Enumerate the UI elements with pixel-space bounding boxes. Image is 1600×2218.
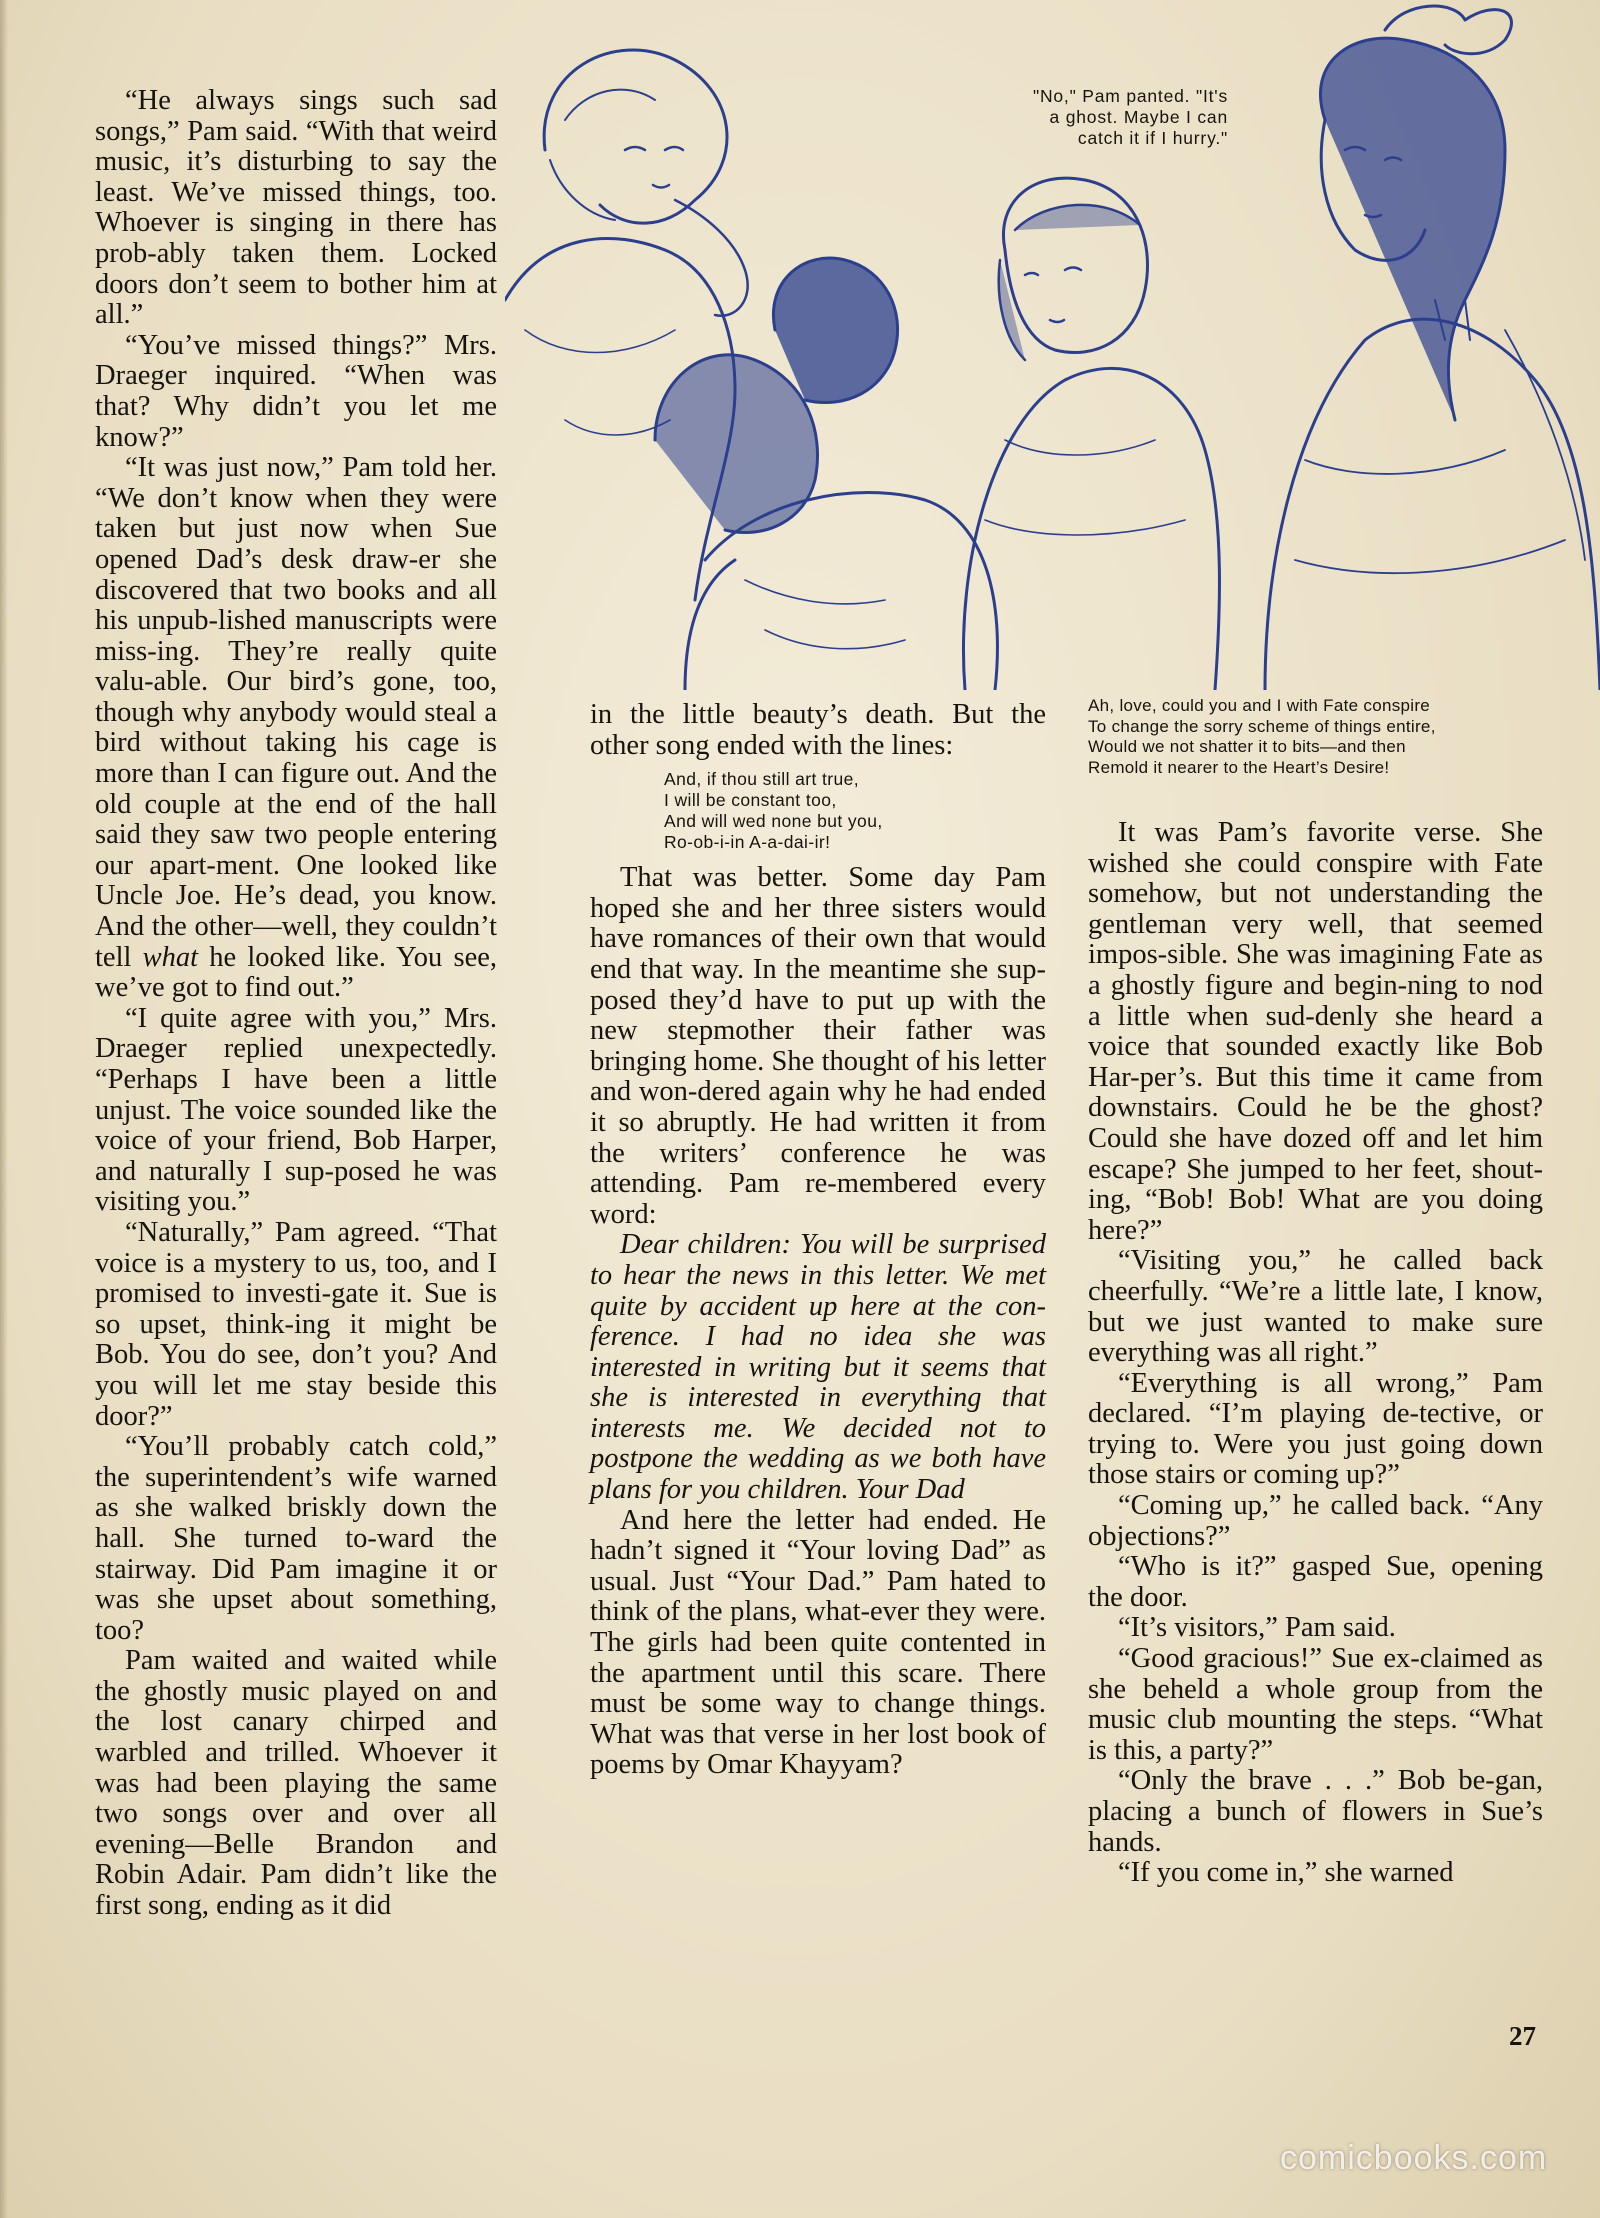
text-run: he looked like. You see, we’ve got to find out.” (95, 941, 498, 1004)
paragraph: It was Pam’s favorite verse. She wished she could conspire with Fate somehow, but not understanding the gentleman very well, that seemed impos-sible. She was imagining Fate as a ghostly figure and begin-ning to nod a little when sud-denly she heard a voice that sounded exactly like Bob Har-per’s. But this time it came from downstairs. Could he be the ghost? Could she have dozed off and let him escape? She jumped to her feet, shout-ing, “Bob! Bob! What are you doing here?” (1088, 817, 1543, 1246)
paragraph: “It’s visitors,” Pam said. (1118, 1612, 1396, 1644)
paragraph: “He always sings such sad songs,” Pam said. “With that weird music, it’s disturbing to say the least. We’ve missed things, too. Whoever is singing in there has prob-ably taken them. Locked doors don’t seem to bother him at all.” (95, 85, 497, 331)
emphasis: what (142, 941, 199, 973)
text-column-1 (95, 86, 497, 1922)
page-number: 27 (1509, 2021, 1536, 2051)
paragraph: That was better. Some day Pam hoped she and her three sisters would have romances of their own that would end that way. In the meantime she sup-posed they’d have to put up with the new stepmother their father was bringing home. She thought of his letter and won-dered again why he had ended it so abruptly. He had written it from the writers’ conference he was attending. Pam re-membered every word: (590, 862, 1046, 1230)
paragraph (95, 453, 497, 1004)
page-edge (0, 0, 8, 2218)
site-watermark: comicbooks.com (1280, 2139, 1548, 2177)
letter-text: Dear children: You will be surprised to hear the news in this letter. We met quite by accident up here at the con-ference. I had no idea she was interested in writing but it seems that she is interested in everything that interests me. We decided not to postpone the wedding as we both have plans for you children. Your Dad (590, 1229, 1046, 1506)
text-run: “It was just now,” Pam told her. “We don’t know when they were taken but just now when Sue opened Dad’s desk draw-er she discovered that two books and all his unpub-lished manuscripts were miss-ing. They’re really quite valu-able. Our bird’s gone, too, though why anybody would steal a bird without taking his cage is more than I can figure out. And the old couple at the end of the hall said they saw two people entering our apart-ment. One looked like Uncle Joe. He’s dead, you know. And the other—well, they couldn’t tell (95, 452, 497, 973)
paragraph: And here the letter had ended. He hadn’t signed it “Your loving Dad” as usual. Just “Your Dad.” Pam hated to think of the plans, what-ever they were. The girls had been quite contented in the apartment until this scare. There must be some way to change things. What was that verse in her lost book of poems by Omar Khayyam? (590, 1504, 1046, 1781)
paragraph: “Coming up,” he called back. “Any objections?” (1088, 1490, 1543, 1552)
paragraph: in the little beauty’s death. But the other song ended with the lines: (590, 699, 1046, 761)
paragraph: “Who is it?” gasped Sue, opening the door. (1088, 1551, 1543, 1613)
paragraph: Pam waited and waited while the ghostly music played on and the lost canary chirped and warbled and trilled. Whoever it was had been playing the same two songs over and over all evening—Belle Brandon and Robin Adair. Pam didn’t like the first song, ending as it did (95, 1645, 497, 1922)
song-verse: And, if thou still art true, I will be constant too, And will wed none but you, Ro-ob-i-in A-a-dai-ir! (664, 769, 883, 853)
text-column-3 (1088, 818, 1543, 1889)
paragraph: “Everything is all wrong,” Pam declared. “I’m playing de-tective, or trying to. Were you just going down those stairs or coming up?” (1088, 1367, 1543, 1491)
paragraph: “You’ll probably catch cold,” the superintendent’s wife warned as she walked briskly down the hall. She turned to-ward the stairway. Did Pam imagine it or was she upset about something, too? (95, 1431, 497, 1646)
paragraph: “Visiting you,” he called back cheerfully. “We’re a little late, I know, but we just wanted to make sure everything was all right.” (1088, 1245, 1543, 1369)
paragraph: “Good gracious!” Sue ex-claimed as she beheld a whole group from the music club mounting the steps. “What is this, a party?” (1088, 1643, 1543, 1766)
paragraph: “Only the brave . . .” Bob be-gan, placing a bunch of flowers in Sue’s hands. (1088, 1765, 1543, 1858)
paragraph: “You’ve missed things?” Mrs. Draeger inquired. “When was that? Why didn’t you let me know?” (95, 329, 497, 453)
poem-verse: Ah, love, could you and I with Fate conspire To change the sorry scheme of things entire, Would we not shatter it to bits—and then Remold it nearer to the Heart’s Desire! (1088, 696, 1436, 777)
paragraph: “If you come in,” she warned (1118, 1857, 1454, 1889)
paragraph: “I quite agree with you,” Mrs. Draeger replied unexpectedly. “Perhaps I have been a little unjust. The voice sounded like the voice of your friend, Bob Harper, and naturally I sup-posed he was visiting you.” (95, 1002, 497, 1218)
text-column-2 (590, 700, 1046, 1781)
letter-paragraph (590, 1230, 1046, 1505)
paragraph: “Naturally,” Pam agreed. “That voice is a mystery to us, too, and I promised to investi-gate it. Sue is so upset, think-ing it might be Bob. You do see, don’t you? And you will let me stay beside this door?” (95, 1216, 497, 1432)
illustration-caption: "No," Pam panted. "It's a ghost. Maybe I can catch it if I hurry." (1032, 86, 1228, 148)
